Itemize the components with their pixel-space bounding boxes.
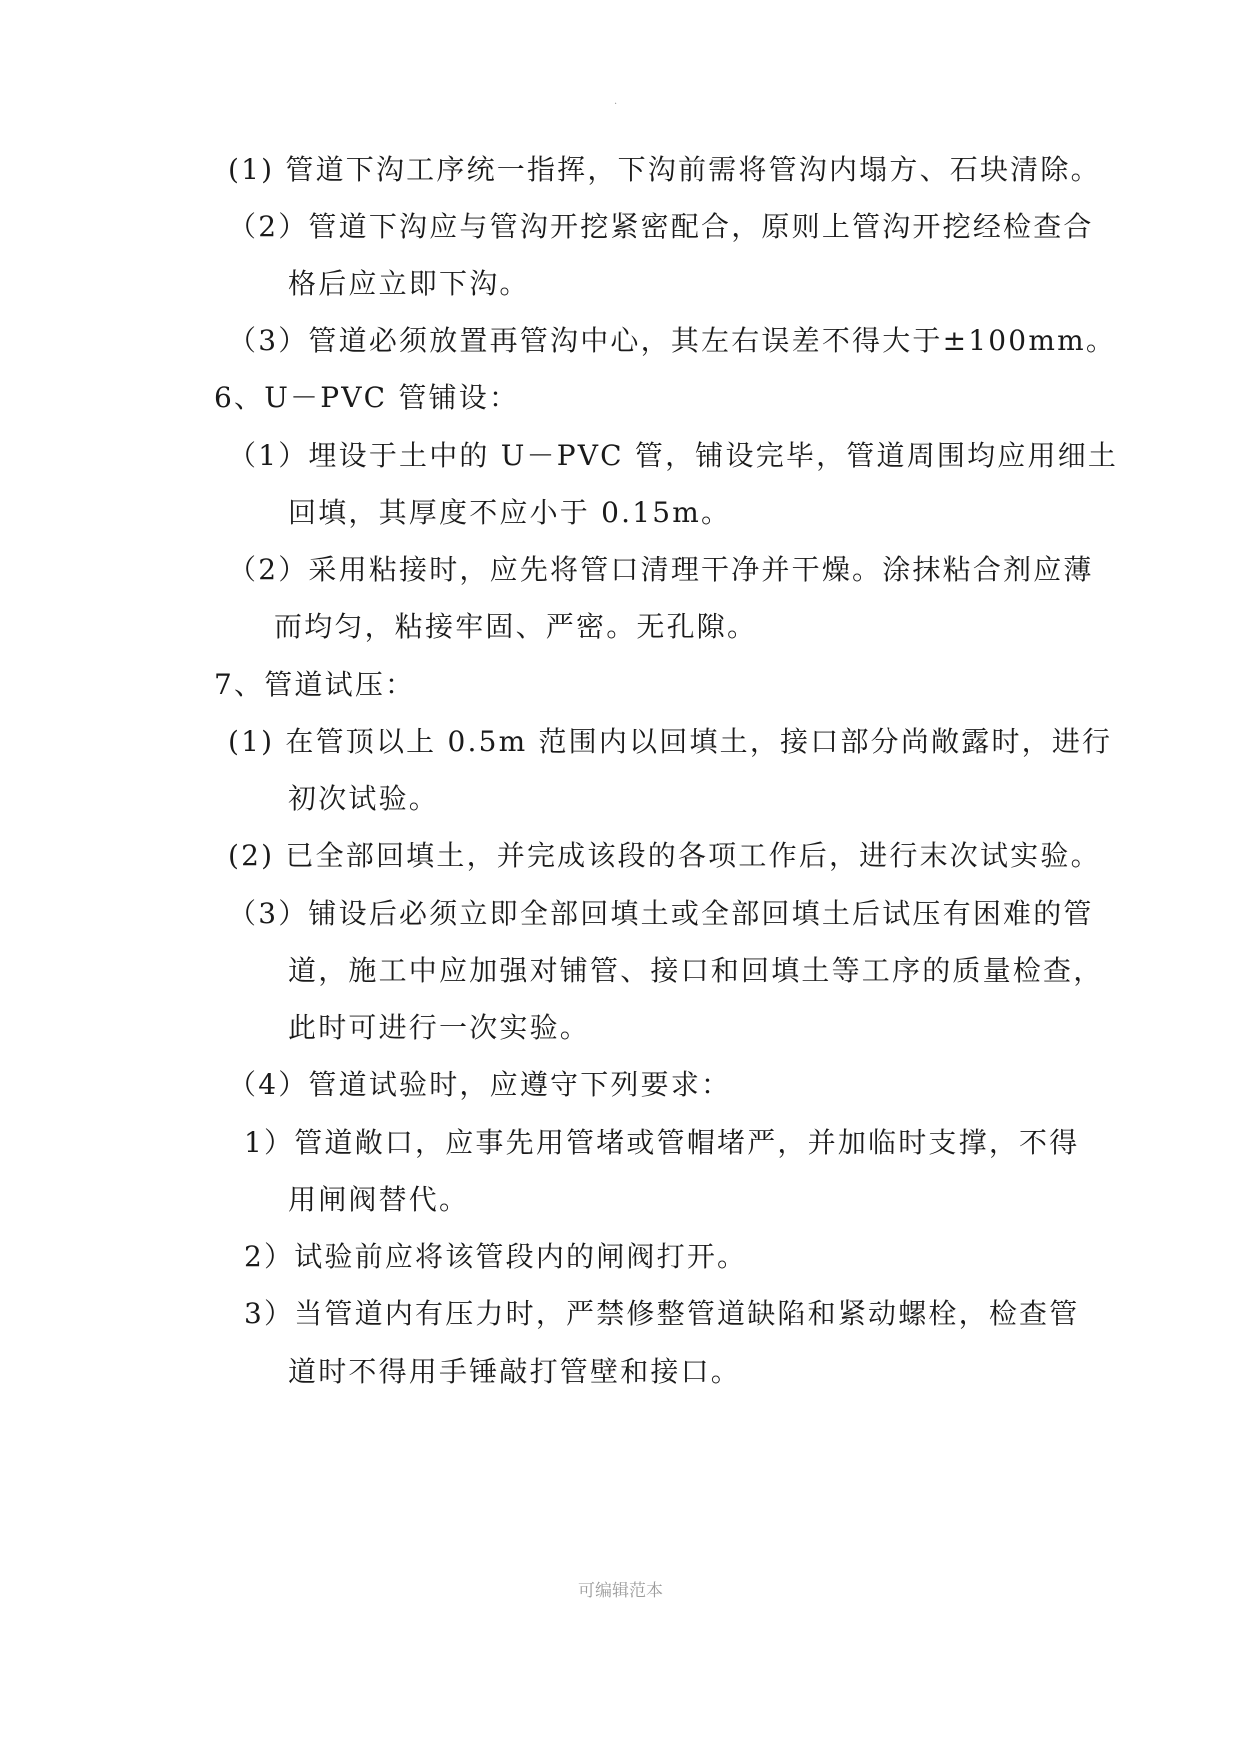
section-heading: 7、管道试压： bbox=[214, 668, 416, 701]
text-line: （2）采用粘接时，应先将管口清理干净并干燥。涂抹粘合剂应薄 bbox=[228, 553, 1094, 586]
text-line: 用闸阀替代。 bbox=[288, 1183, 470, 1216]
header-mark: . bbox=[614, 96, 618, 107]
text-line: （4）管道试验时，应遵守下列要求： bbox=[228, 1068, 732, 1101]
text-line: 2）试验前应将该管段内的闸阀打开。 bbox=[244, 1240, 748, 1273]
text-line: 道，施工中应加强对铺管、接口和回填土等工序的质量检查， bbox=[288, 954, 1104, 987]
text-line: (2) 已全部回填土，并完成该段的各项工作后，进行末次试实验。 bbox=[228, 839, 1101, 872]
text-line: 1）管道敞口，应事先用管堵或管帽堵严，并加临时支撑，不得 bbox=[244, 1126, 1080, 1159]
text-line: （2）管道下沟应与管沟开挖紧密配合，原则上管沟开挖经检查合 bbox=[228, 210, 1094, 243]
text-line: 回填，其厚度不应小于 0.15m。 bbox=[288, 496, 732, 529]
text-line: 格后应立即下沟。 bbox=[288, 267, 530, 300]
text-line: 道时不得用手锤敲打管壁和接口。 bbox=[288, 1355, 742, 1388]
text-line: （1）埋设于土中的 U－PVC 管，铺设完毕，管道周围均应用细土 bbox=[228, 439, 1119, 472]
text-line: （3）管道必须放置再管沟中心，其左右误差不得大于±100mm。 bbox=[228, 324, 1117, 357]
text-line: (1) 在管顶以上 0.5m 范围内以回填土，接口部分尚敞露时，进行 bbox=[228, 725, 1113, 758]
text-line: 此时可进行一次实验。 bbox=[288, 1011, 591, 1044]
section-heading: 6、U－PVC 管铺设： bbox=[214, 381, 520, 414]
text-line: （3）铺设后必须立即全部回填土或全部回填土后试压有困难的管 bbox=[228, 897, 1094, 930]
text-line: 初次试验。 bbox=[288, 782, 440, 815]
footer-watermark: 可编辑范本 bbox=[578, 1581, 663, 1601]
text-line: 3）当管道内有压力时，严禁修整管道缺陷和紧动螺栓，检查管 bbox=[244, 1297, 1080, 1330]
text-line: (1) 管道下沟工序统一指挥，下沟前需将管沟内塌方、石块清除。 bbox=[228, 153, 1101, 186]
text-line: 而均匀，粘接牢固、严密。无孔隙。 bbox=[274, 610, 758, 643]
